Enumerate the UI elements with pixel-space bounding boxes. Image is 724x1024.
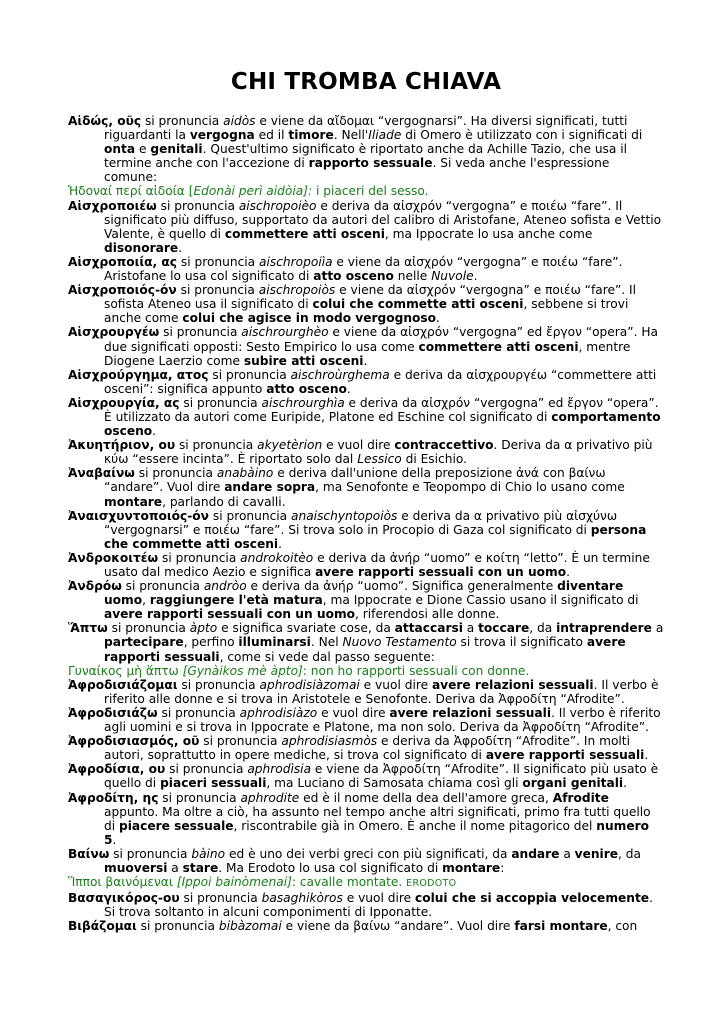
body-text: . Nell' <box>333 128 369 143</box>
bold-term: montare <box>104 494 163 509</box>
bold-term: venire <box>574 846 619 861</box>
bold-term: stare <box>182 860 219 875</box>
glossary-entry <box>68 678 664 706</box>
body-text: , come si vede dal passo seguente: <box>219 649 435 664</box>
body-text: si pronuncia <box>208 508 292 523</box>
body-text: si pronuncia <box>134 466 217 481</box>
body-text: . Si veda anche l'espressione comune: <box>104 156 610 185</box>
body-text: di Esichio. <box>401 452 467 467</box>
italic-text: aischropoiìa <box>259 254 333 269</box>
bold-term: genitali <box>150 142 203 157</box>
body-text: , ma Senofonte e Teopompo di Chio lo usano come <box>315 480 625 495</box>
body-text: . Nel <box>310 635 343 650</box>
body-text: e vuol dire <box>317 705 390 720</box>
headword: Αἰσχροποιία, ας <box>68 254 177 269</box>
italic-text: Edonài perì aidòia]: <box>193 184 313 199</box>
bold-term: contraccettivo <box>394 438 494 453</box>
body-text: e deriva da Ἀφροδίτη “Afrodite”. In molti autori, soprattutto in opere mediche, si trova col significato di <box>104 734 630 763</box>
italic-text: [Gynàikos mè àpto] <box>182 663 303 678</box>
body-text: : <box>500 860 505 875</box>
body-text: , mentre Diogene Laerzio come <box>104 339 631 368</box>
italic-text: aischroùrghema <box>290 367 390 382</box>
headword: Ἀφροδίτη, ης <box>68 790 159 805</box>
body-text: e deriva da ἀνήρ “uomo” e κοίτη “letto”. È un termine usato dal medico Aezio e significa <box>104 550 650 579</box>
body-text: ed è uno dei verbi greci con più significati, da <box>225 846 512 861</box>
body-text: , sebbene si trovi anche come <box>104 297 629 326</box>
bold-term: toccare <box>478 621 530 636</box>
bold-term: organi genitali <box>522 776 624 791</box>
body-text: si pronuncia <box>109 846 192 861</box>
glossary-entry <box>68 396 664 438</box>
bold-term: raggiungere l'età matura <box>149 593 323 608</box>
bold-term: subire atti osceni <box>243 353 364 368</box>
bold-term: avere rapporti sessuali con un uomo <box>315 565 567 579</box>
italic-text: anabàino <box>216 466 274 481</box>
body-text: . <box>363 353 368 368</box>
italic-text: aphrodisiàzo <box>239 705 318 720</box>
body-text: e deriva da ἀνήρ “uomo”. Significa generalmente <box>246 579 558 594</box>
headword: Βιβάζομαι <box>68 919 137 934</box>
body-text: si pronuncia <box>158 790 241 805</box>
body-text: si pronuncia <box>179 891 262 906</box>
body-text: Ἵπποι βαινόμεναι <box>68 875 177 890</box>
body-text: e viene da βαίνω “andare”. Vuol dire <box>281 919 515 934</box>
italic-text: àpto <box>189 621 218 636</box>
italic-text: Iliade <box>368 128 402 143</box>
glossary-entry <box>68 114 664 184</box>
body-text: e deriva da αἰσχρόν “vergogna” e ποιέω “fare”. Il significato più diffuso, supportato da autori del calibro di Aristofane, Ateneo sofista e Vettio Valente, è quello di <box>104 198 662 241</box>
body-text: : cavalle montate. <box>291 875 407 890</box>
body-text: Γυναίκος μὴ ἅπτω <box>68 663 183 678</box>
bold-term: intraprendere <box>556 621 652 636</box>
body-text: , riscontrabile già in Omero. È anche il nome pitagorico del <box>233 818 597 833</box>
body-text: si pronuncia <box>107 621 190 636</box>
body-text: . <box>644 748 649 763</box>
body-text: si pronuncia <box>175 438 258 453</box>
body-text: e viene da αἰσχρόν “vergogna” e ποιέω “fare”. Il sofista Ateneo usa il significato di <box>104 283 637 312</box>
headword: Βασαγικόρος-ου <box>68 891 180 906</box>
italic-text: bàino <box>191 846 226 861</box>
body-text: : non ho rapporti sessuali con donne. <box>302 663 530 678</box>
body-text: , riferendosi alle donne. <box>355 607 500 622</box>
body-text: . <box>623 776 627 791</box>
bold-term: andare sopra <box>224 480 316 495</box>
body-text: e viene da αἰσχρόν “vergogna” ed ἔργον “opera”. Ha due significati opposti: Sesto Empirico lo usa come <box>104 325 658 354</box>
body-text: si pronuncia <box>136 919 219 934</box>
bold-term: commettere atti osceni <box>224 226 385 241</box>
body-text: e vuol dire <box>359 677 432 692</box>
glossary-body <box>68 114 664 933</box>
bold-term: colui che commette atti osceni <box>312 297 524 312</box>
italic-text: aischrourghèo <box>241 325 329 340</box>
headword: Βαίνω <box>68 846 110 861</box>
italic-text: aphrodite <box>240 790 300 805</box>
bold-term: piacere sessuale <box>119 818 234 833</box>
bold-term: partecipare <box>104 635 184 650</box>
italic-text: akyetèrion <box>257 438 323 453</box>
italic-text: aphrodìsia <box>247 762 312 777</box>
body-text: . Quest'ultimo significato è riportato anche da Achille Tazio, che usa il termine anche con l'accezione di <box>104 142 628 171</box>
glossary-entry <box>68 509 664 551</box>
body-text: appunto. Ma oltre a ciò, ha assunto nel tempo anche altri significati, primo fra tutti quello di <box>104 804 651 833</box>
body-text: si pronuncia <box>157 705 240 720</box>
italic-text: Nuovo Testamento <box>342 635 457 650</box>
body-text: , ma Ippocrate e Dione Cassio usano il significato di <box>322 593 639 608</box>
italic-text: aischrourghìa <box>261 395 345 410</box>
glossary-entry <box>68 283 664 325</box>
bold-term: avere rapporti sessuali con un uomo <box>104 607 356 622</box>
body-text: e significa svariate cose, da <box>217 621 395 636</box>
body-text: si pronuncia <box>177 254 260 269</box>
bold-term: vergogna <box>189 128 255 143</box>
body-text: a <box>167 860 183 875</box>
bold-term: avere relazioni sessuali <box>389 705 552 720</box>
headword: Ἀφροδίσια, ου <box>68 762 166 777</box>
italic-text: aischropoièo <box>238 198 317 213</box>
body-text: , parlando di cavalli. <box>162 494 286 509</box>
body-text: si pronuncia <box>199 734 282 749</box>
source-author: ERODOTO <box>406 878 457 890</box>
body-text: . Il verbo è riferito agli uomini e si trova in Ippocrate e Platone, ma non solo. Deriva da Ἀφροδίτη “Afrodite”. <box>104 705 661 735</box>
citation-line <box>68 875 664 891</box>
body-text: si pronuncia <box>156 198 239 213</box>
italic-text: Lessico <box>357 452 402 467</box>
italic-text: andròo <box>203 579 247 594</box>
body-text: . Si trova soltanto in alcuni componimenti di Ipponatte. <box>104 891 653 920</box>
body-text: a <box>462 621 479 636</box>
bold-term: numero 5 <box>104 818 649 847</box>
glossary-entry <box>68 706 664 734</box>
body-text: di Omero è utilizzato con i significati di <box>401 128 643 143</box>
body-text: i piaceri del sesso. <box>312 184 429 199</box>
headword: Ἀνδροκοιτέω <box>68 550 159 565</box>
glossary-entry <box>68 891 664 919</box>
body-text: si pronuncia <box>179 395 262 410</box>
body-text: a <box>651 621 664 636</box>
body-text: . <box>152 424 157 439</box>
bold-term: andare <box>511 846 560 861</box>
glossary-entry <box>68 255 664 283</box>
headword: Ἀναισχυντοποιός-όν <box>68 508 209 523</box>
body-text: si pronuncia <box>177 677 260 692</box>
body-text: si pronuncia <box>121 579 204 594</box>
italic-text: aphrodisiasmòs <box>281 734 378 749</box>
bold-term: rapporto sessuale <box>308 156 433 171</box>
body-text: si pronuncia <box>176 283 259 298</box>
body-text: . Il verbo è riferito alle donne e si trova in Aristotele e Senofonte. Deriva da Ἀφροδίτη “Afrodite”. <box>104 677 659 706</box>
italic-text: aphrodisiàzomai <box>259 677 360 692</box>
bold-term: timore <box>288 128 334 143</box>
body-text: e vuol dire <box>322 438 395 453</box>
body-text: e viene da αἴδομαι “vergognarsi”. Ha diversi significati, tutti riguardanti la <box>104 114 628 143</box>
headword: Αἰσχροποιέω <box>68 198 157 213</box>
glossary-entry <box>68 621 664 663</box>
body-text: si trova il significato <box>456 635 587 650</box>
body-text: a <box>559 846 575 861</box>
body-text: e deriva dall'unione della preposizione ἀνά con βαίνω “andare”. Vuol dire <box>104 466 606 495</box>
bold-term: montare <box>442 860 501 875</box>
bold-term: diventare uomo <box>104 579 624 608</box>
headword: Ἅπτω <box>68 621 108 636</box>
body-text: ed il <box>254 128 289 143</box>
headword: Αἰσχρουργέω <box>68 325 160 340</box>
bold-term: avere rapporti sessuali <box>104 635 626 664</box>
body-text: , perfino <box>183 635 239 650</box>
italic-text: [Ippoi bainòmenai] <box>176 875 292 890</box>
body-text: e viene da αἰσχρόν “vergogna” e ποιέω “fare”. Aristofane lo usa col significato di <box>104 254 623 284</box>
body-text: . <box>473 269 478 284</box>
body-text: , da <box>618 846 641 861</box>
glossary-entry <box>68 762 664 790</box>
body-text: . <box>436 311 440 326</box>
italic-text: aidòs <box>223 114 256 128</box>
body-text: . <box>346 381 351 396</box>
body-text: e viene da Ἀφροδίτη “Afrodite”. Il significato più usato è quello di <box>104 762 659 791</box>
glossary-entry <box>68 791 664 847</box>
bold-term: atto osceno <box>313 269 394 284</box>
headword: Αἰδώς, οῦς <box>68 114 142 128</box>
body-text: si pronuncia <box>208 367 291 382</box>
body-text: e vuol dire <box>342 891 415 906</box>
headword: Αἰσχροποιός-όν <box>68 283 177 298</box>
body-text: . <box>278 536 282 551</box>
body-text: si pronuncia <box>159 325 242 340</box>
body-text: , ma Luciano di Samosata chiama così gli <box>266 776 523 791</box>
bold-term: Afrodite <box>552 790 609 805</box>
body-text: , da <box>529 621 557 636</box>
bold-term: avere rapporti sessuali <box>485 748 645 763</box>
body-text: si pronuncia <box>158 550 241 565</box>
body-text: e deriva da αἰσχρόν “vergogna” ed ἔργον “opera”. È utilizzato da autori come Euripide, Platone ed Eschine col significato di <box>104 395 659 424</box>
bold-term: piaceri sessuali <box>160 776 267 791</box>
glossary-entry <box>68 368 664 396</box>
headword: Ἀκυητήριον, ου <box>68 438 176 453</box>
headword: Ἀνδρόω <box>68 579 122 594</box>
glossary-entry <box>68 438 664 466</box>
glossary-entry <box>68 551 664 579</box>
citation-line <box>68 664 664 678</box>
bold-term: atto osceno <box>266 381 347 396</box>
bold-term: colui che agisce in modo vergognoso <box>182 311 437 326</box>
glossary-entry <box>68 734 664 762</box>
body-text: nelle <box>393 269 432 284</box>
bold-term: onta <box>104 142 136 157</box>
body-text: e deriva da αἰσχρουργέω “commettere atti osceni”: significa appunto <box>104 367 657 396</box>
bold-term: farsi montare <box>514 919 608 934</box>
bold-term: illuminarsi <box>238 635 311 650</box>
page-title: CHI TROMBA CHIAVA <box>230 69 502 95</box>
body-text: si pronuncia <box>141 114 224 128</box>
body-text: Ἡδοναί περί αἰδοία [ <box>68 184 194 199</box>
bold-term: disonorare <box>104 240 179 255</box>
bold-term: colui che si accoppia velocemente <box>414 891 650 906</box>
body-text: . <box>178 240 182 255</box>
glossary-entry <box>68 466 664 508</box>
headword: Ἀφροδισιάζω <box>68 705 158 720</box>
body-text: . Deriva da α privativo più κύω “essere incinta”. È riportato solo dal <box>104 438 653 467</box>
body-text: , <box>142 593 150 608</box>
italic-text: anaischyntopoiòs <box>291 508 398 523</box>
italic-text: basaghikòros <box>261 891 343 906</box>
bold-term: commettere atti osceni <box>418 339 579 354</box>
body-text: , ma Ippocrate lo usa anche come <box>384 226 593 241</box>
glossary-entry <box>68 325 664 367</box>
headword: Ἀφροδισιασμός, οῦ <box>68 734 200 749</box>
headword: Ἀφροδισιάζομαι <box>68 677 178 692</box>
body-text: e deriva da α privativo più αἰσχύνω “vergognarsi” e ποιέω “fare”. Si trova solo in Procopio di Gaza col significato di <box>104 508 618 537</box>
glossary-entry <box>68 919 664 933</box>
citation-line <box>68 184 664 198</box>
body-text: ed è il nome della dea dell'amore greca, <box>299 790 553 805</box>
bold-term: persona che commette atti osceni <box>104 522 647 551</box>
body-text: si pronuncia <box>165 762 248 777</box>
body-text: . <box>566 565 570 579</box>
bold-term: muoversi <box>104 860 168 875</box>
glossary-entry <box>68 847 664 875</box>
body-text: . Ma Erodoto lo usa col significato di <box>218 860 443 875</box>
italic-text: aischropoiòs <box>258 283 336 298</box>
body-text: . <box>112 832 117 847</box>
italic-text: androkoitèo <box>240 550 314 565</box>
headword: Αἰσχρουργία, ας <box>68 395 180 410</box>
glossary-entry <box>68 579 664 621</box>
headword: Αἰσχρούργημα, ατος <box>68 367 209 382</box>
headword: Ἀναβαίνω <box>68 466 135 481</box>
body-text: , con <box>607 919 638 934</box>
italic-text: bibàzomai <box>218 919 282 934</box>
body-text: e <box>135 142 151 157</box>
italic-text: Nuvole <box>431 269 474 284</box>
bold-term: avere relazioni sessuali <box>431 677 594 692</box>
bold-term: comportamento osceno <box>104 409 661 439</box>
bold-term: attaccarsi <box>394 621 463 636</box>
glossary-entry <box>68 199 664 255</box>
